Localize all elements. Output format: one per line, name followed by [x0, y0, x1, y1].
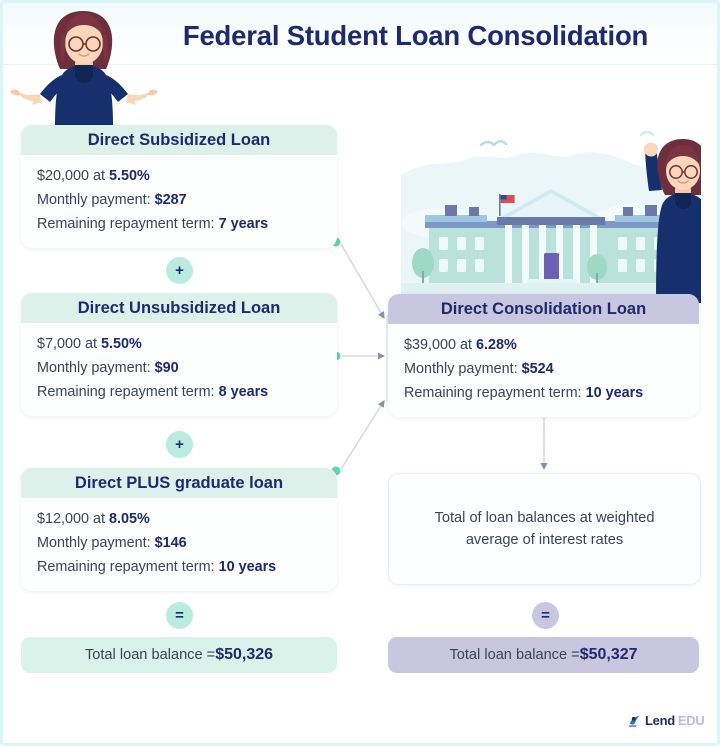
- consolidation-payment-line: Monthly payment: $524: [404, 361, 554, 377]
- consolidation-term-line: Remaining repayment term: 10 years: [404, 385, 644, 401]
- loan-term-line: Remaining repayment term: 7 years: [37, 216, 269, 232]
- loan-card-plus-graduate: [21, 468, 337, 591]
- loan-payment-line: Monthly payment: $146: [37, 535, 187, 551]
- loan-card-title: Direct PLUS graduate loan: [21, 468, 337, 498]
- loan-card-details: [21, 498, 337, 591]
- loan-payment-line: Monthly payment: $90: [37, 360, 179, 376]
- consolidation-loan-card: [388, 294, 699, 417]
- total-left-value: $50,326: [215, 646, 274, 663]
- loan-card-subsidized: [21, 125, 337, 248]
- plus-operator-badge: +: [166, 431, 193, 458]
- consolidation-card-title: Direct Consolidation Loan: [388, 294, 699, 324]
- loan-card-title: Direct Subsidized Loan: [21, 125, 337, 155]
- page-title: Federal Student Loan Consolidation: [182, 20, 649, 51]
- white-house-illustration: [401, 131, 701, 303]
- consolidation-amount-line: $39,000 at 6.28%: [404, 337, 517, 353]
- loan-term-line: Remaining repayment term: 10 years: [37, 559, 277, 575]
- weighted-average-note: [388, 473, 701, 585]
- lendedu-logo: [628, 713, 704, 728]
- loan-card-details: [21, 323, 337, 416]
- loan-amount-line: $20,000 at 5.50%: [37, 168, 150, 184]
- loan-card-details: [21, 155, 337, 248]
- weighted-note-line-2: average of interest rates: [465, 532, 624, 548]
- total-left-label: Total loan balance =: [84, 647, 216, 663]
- plus-operator-badge: +: [166, 257, 193, 284]
- weighted-note-line-1: Total of loan balances at weighted: [434, 510, 655, 526]
- logo-edu-text: EDU: [677, 713, 705, 728]
- loan-amount-line: $7,000 at 5.50%: [37, 336, 142, 352]
- total-loan-balance-original: [21, 637, 337, 673]
- woman-shrugging-illustration: [9, 5, 159, 127]
- logo-lend-text: Lend: [645, 713, 675, 728]
- equals-operator-badge-left: =: [166, 602, 193, 629]
- loan-card-unsubsidized: [21, 293, 337, 416]
- loan-payment-line: Monthly payment: $287: [37, 192, 187, 208]
- loan-card-title: Direct Unsubsidized Loan: [21, 293, 337, 323]
- consolidation-card-details: [388, 324, 699, 417]
- loan-term-line: Remaining repayment term: 8 years: [37, 384, 269, 400]
- total-right-label: Total loan balance =: [449, 647, 580, 663]
- total-right-value: $50,327: [579, 646, 638, 663]
- equals-operator-badge-right: =: [532, 602, 559, 629]
- total-loan-balance-consolidated: [388, 637, 699, 673]
- loan-amount-line: $12,000 at 8.05%: [37, 511, 150, 527]
- lendedu-mark-icon: [628, 714, 642, 728]
